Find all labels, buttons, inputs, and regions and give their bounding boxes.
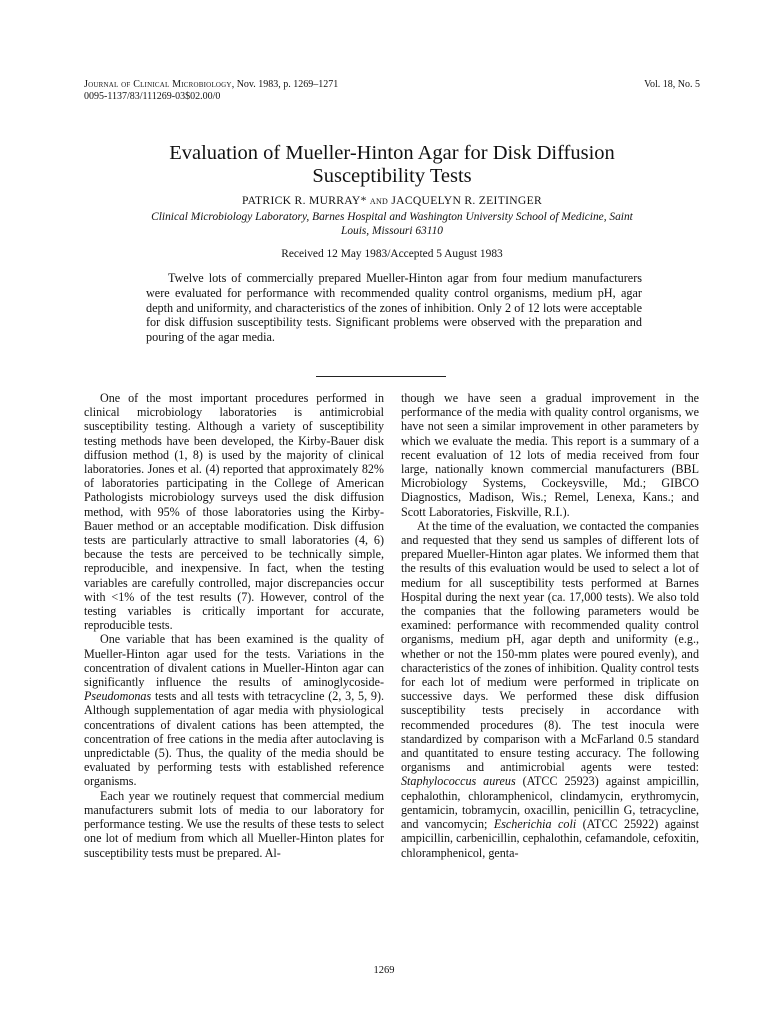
organism-name: Escherichia coli [493, 817, 577, 832]
page-number: 1269 [373, 965, 395, 976]
paragraph-evaluation-methods [401, 519, 699, 860]
body-column-right [401, 391, 699, 860]
paragraph-media-quality [84, 632, 384, 788]
text-run: One variable that has been examined is the quality of Mueller-Hinton agar used for the tests. Variations in the concentration of divalent cations in Mueller-Hinton agar can significantly influence the results of aminoglycoside- [84, 632, 384, 690]
journal-date-pages: , Nov. 1983, p. 1269–1271 [231, 79, 339, 90]
body-column-left [84, 391, 384, 860]
text-run: (ATCC 25922) against ampicillin, carbenicillin, cephalothin, cefamandole, cefoxitin, chloramphenicol, genta- [401, 817, 699, 860]
affiliation-line-2: Louis, Missouri 63110 [340, 224, 443, 237]
text-run: At the time of the evaluation, we contacted the companies and requested that they send us samples of different lots of prepared Mueller-Hinton agar plates. We informed them that the results of this evaluation would be used to select a lot of medium for all susceptibility tests performed at Barnes Hospital during the next year (ca. 17,000 tests). We also told the companies that the following parameters would be examined: performance with recommended quality control organisms, medium pH, agar depth and uniformity (e.g., whether or not the 150-mm plates were poured evenly), and characteristics of the zones of inhibition. Quality control tests for each lot of medium were performed in triplicate on successive days. We performed these disk diffusion susceptibility tests precisely in accordance with recommended procedures (8). The test inocula were standardized by comparison with a McFarland 0.5 standard and quantitated to ensure testing accuracy. The following organisms and antimicrobial agents were tested: [401, 518, 699, 775]
affiliation [84, 211, 700, 238]
paragraph-annual-testing: Each year we routinely request that commercial medium manufacturers submit lots of media to our laboratory for performance testing. We use the results of these tests to select one lot of medium from which all Mueller-Hinton plates for susceptibility tests must be prepared. Al- [84, 788, 384, 860]
author-2: JACQUELYN R. ZEITINGER [391, 194, 543, 207]
received-dates: Received 12 May 1983/Accepted 5 August 1983 [281, 248, 503, 260]
article-title [84, 142, 700, 188]
journal-citation [84, 79, 338, 91]
journal-header [84, 79, 338, 103]
organism-name: Staphylococcus aureus [401, 774, 516, 789]
journal-name: Journal of Clinical Microbiology [84, 79, 232, 90]
author-join: and [369, 195, 389, 207]
title-line-2: Susceptibility Tests [312, 165, 472, 187]
volume-issue: Vol. 18, No. 5 [644, 79, 700, 90]
text-run: tests and all tests with tetracycline (2, 3, 5, 9). Although supplementation of agar media with physiological concentrations of divalent cations has been attempted, the concentration of free cations in the media after autoclaving is unpredictable (5). Thus, the quality of the media should be evaluated by performing tests with established reference organisms. [84, 689, 384, 789]
abstract: Twelve lots of commercially prepared Mueller-Hinton agar from four medium manufacturers were evaluated for performance with recommended quality control organisms, medium pH, agar depth and uniformity, and characteristics of the zones of inhibition. Only 2 of 12 lots were acceptable for disk diffusion susceptibility tests. Significant problems were observed with the preparation and pouring of the agar media. [146, 271, 642, 345]
paragraph-intro: One of the most important procedures performed in clinical microbiology laboratories is antimicrobial susceptibility testing. Although a variety of susceptibility testing methods have been developed, the Kirby-Bauer disk diffusion method (1, 8) is used by the majority of clinical laboratories. Jones et al. (4) reported that approximately 82% of laboratories participating in the College of American Pathologists microbiology surveys used the disk diffusion method, with 95% of those laboratories using the Kirby-Bauer method or an acceptable modification. Disk diffusion tests are particularly attractive to small laboratories (4, 6) because the tests are perceived to be technically simple, reproducible, and inexpensive. In fact, when the testing variables are carefully controlled, major discrepancies occur with <1% of the test results (7). However, control of the testing variables is critically important for accurate, reproducible tests. [84, 391, 384, 633]
journal-code: 0095-1137/83/111269-03$02.00/0 [84, 91, 221, 102]
title-line-1: Evaluation of Mueller-Hinton Agar for Disk Diffusion [169, 142, 615, 164]
genus-name: Pseudomonas [84, 689, 152, 704]
authors [84, 194, 700, 207]
author-1: PATRICK R. MURRAY* [241, 194, 367, 207]
paragraph-continued: though we have seen a gradual improvement in the performance of the media with quality control organisms, we have not seen a similar improvement in other parameters by which we evaluate the media. This report is a summary of a recent evaluation of 12 lots of media received from four large, nationally known commercial manufacturers (BBL Microbiology Systems, Cockeysville, Md.; GIBCO Diagnostics, Madison, Wis.; Remel, Lenexa, Kans.; and Scott Laboratories, Fiskville, R.I.). [401, 391, 699, 519]
affiliation-line-1: Clinical Microbiology Laboratory, Barnes Hospital and Washington University School of Medicine, Saint [151, 211, 633, 223]
text-run: (ATCC 25923) against ampicillin, cephalothin, chloramphenicol, clindamycin, erythromycin, gentamicin, tobramycin, oxacillin, penicillin G, tetracycline, and vancomycin; [401, 774, 699, 832]
section-divider [316, 376, 446, 377]
